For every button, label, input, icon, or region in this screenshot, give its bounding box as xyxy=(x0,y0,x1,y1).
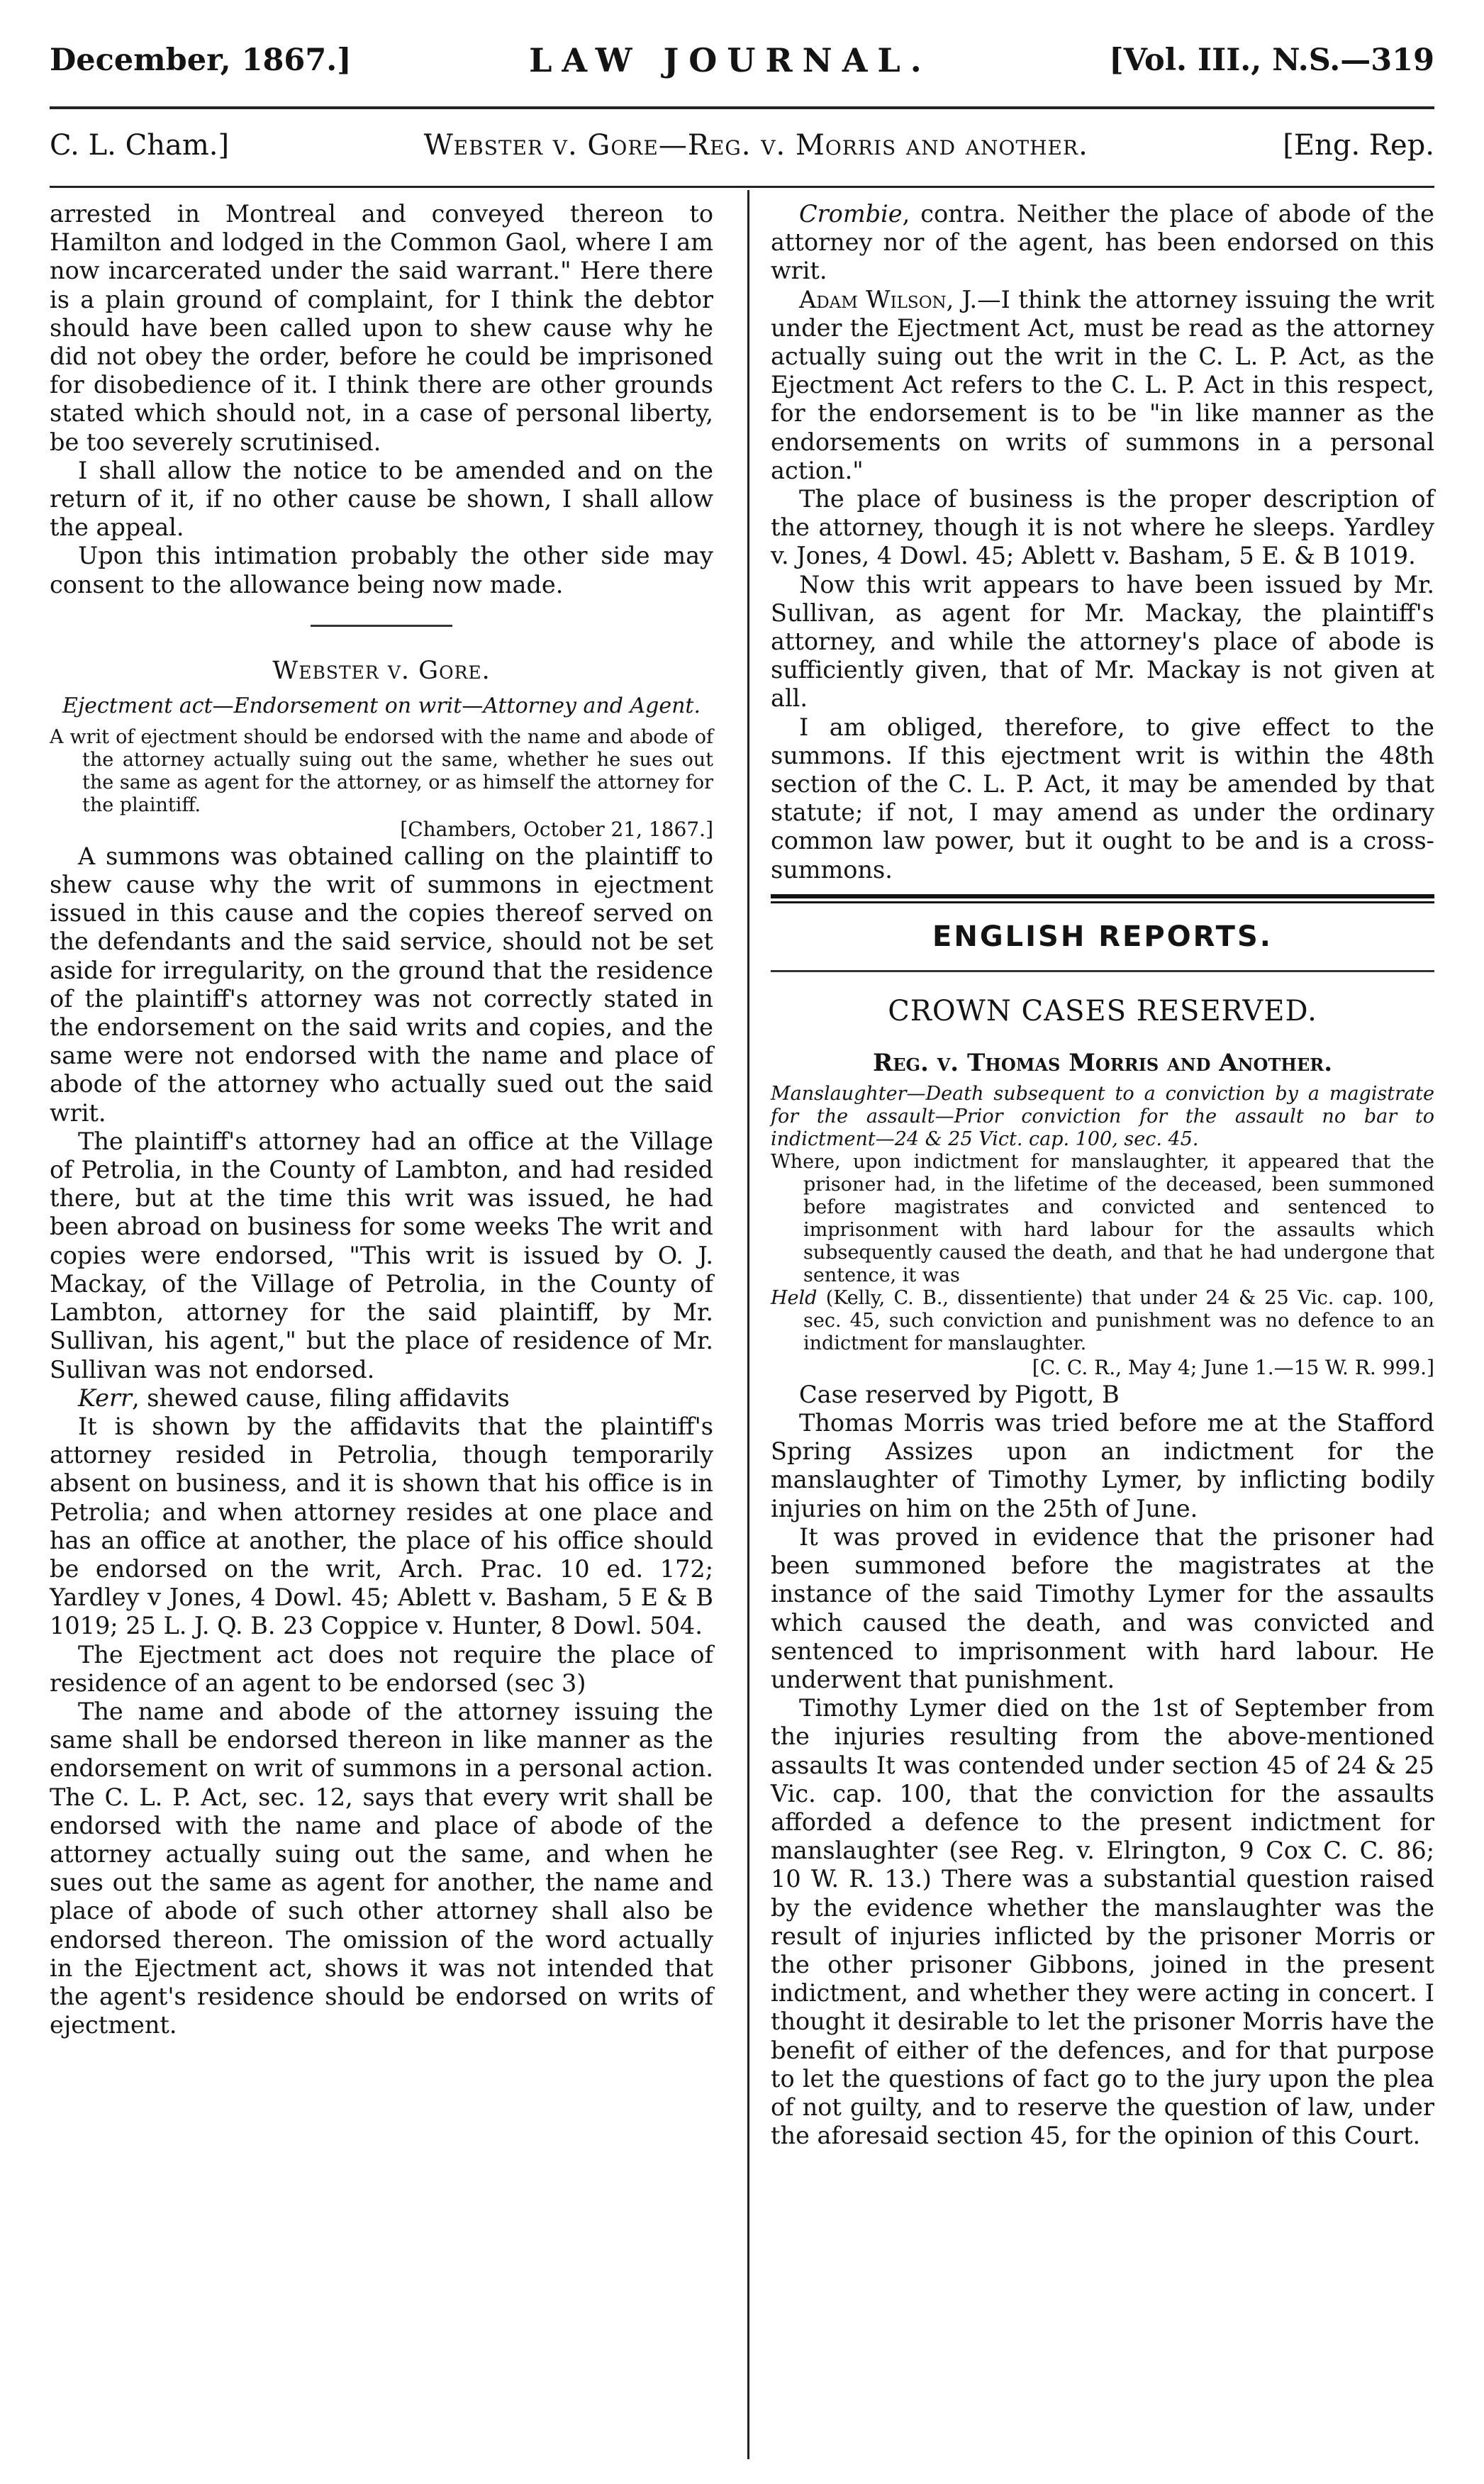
paragraph: Case reserved by Pigott, B xyxy=(799,1380,1120,1408)
paragraph: It was proved in evidence that the prisoner had been summoned before the magistrates at the instance of the said Timothy Lymer for the assaults which caused the death, and was convicted and sentenced to imprisonment with hard labour. He underwent that punishment. xyxy=(771,1522,1434,1693)
paragraph: Upon this intimation probably the other side may consent to the allowance being now made. xyxy=(50,542,713,598)
paragraph: A summons was obtained calling on the plaintiff to shew cause why the writ of summons in ejectment issued in this cause and the copies thereof served on the defendants and the said service, should not be set aside for irregularity, on the ground that the residence of the plaintiff's attorney was not correctly stated in the endorsement on the said writs and copies, and the same were not endorsed with the name and place of abode of the attorney who actually sued out the said writ. xyxy=(50,842,713,1127)
sub-head-rule xyxy=(50,186,1434,188)
paragraph: Adam Wilson, J.—I think the attorney issuing the writ under the Ejectment Act, must be read as the attorney actually suing out the writ in the C. L. P. Act, as the Ejectment Act refers to the C. L. P. Act in this respect, for the endorsement is to be "in like manner as the endorsements on writs of summons in a personal action." xyxy=(771,285,1435,484)
paragraph: I am obliged, therefore, to give effect to the summons. If this ejectment writ is within the 48th section of the C. L. P. Act, it may be amended by that statute; if not, I may amend as under the ordinary common law power, but it ought to be and is a cross-summons. xyxy=(771,713,1434,884)
left-column xyxy=(50,200,713,2039)
judge-name: Adam Wilson, J. xyxy=(799,285,978,313)
header-rule xyxy=(50,106,1434,109)
case-title: Webster v. Gore. xyxy=(272,656,491,685)
section-title: ENGLISH REPORTS. xyxy=(932,920,1273,953)
volume-page-number: [Vol. III., N.S.—319 xyxy=(1109,43,1434,78)
paragraph: Kerr, shewed cause, filing affidavits xyxy=(78,1383,510,1412)
sub-head xyxy=(50,113,1434,177)
held-label: Held xyxy=(771,1286,818,1309)
section-rule xyxy=(311,625,452,627)
headnote: Where, upon indictment for manslaughter, it appeared that the prisoner had, in the lifetime of the deceased, been summoned before magistrates and convicted and sentenced to imprisonment with hard labour for the assaults which subsequently caused the death, and that he had undergone that sentence, it was xyxy=(771,1150,1434,1286)
running-head xyxy=(50,28,1434,92)
journal-title: LAW JOURNAL. xyxy=(529,41,932,79)
section-rule-thin xyxy=(771,901,1434,903)
sub-section-title: CROWN CASES RESERVED. xyxy=(888,994,1317,1027)
counsel-name: Kerr xyxy=(78,1383,132,1412)
paragraph: Crombie, contra. Neither the place of abode of the attorney nor of the agent, has been endorsed on this writ. xyxy=(771,200,1434,285)
case-subject: Manslaughter—Death subsequent to a conviction by a magistrate for the assault—Prior conviction for the assault no bar to indictment—24 & 25 Vict. cap. 100, sec. 45. xyxy=(771,1082,1434,1150)
case-title: Reg. v. Thomas Morris and Another. xyxy=(872,1048,1333,1077)
paragraph: The plaintiff's attorney had an office at the Village of Petrolia, in the County of Lambton, and had resided there, but at the time this writ was issued, he had been abroad on business for some weeks The writ and copies were endorsed, "This writ is issued by O. J. Mackay, of the Village of Petrolia, in the County of Lambton, attorney for the said plaintiff, by Mr. Sullivan, his agent," but the place of residence of Mr. Sullivan was not endorsed. xyxy=(50,1127,713,1383)
court-label: C. L. Cham.] xyxy=(50,129,230,162)
case-citation: [C. C. R., May 4; June 1.—15 W. R. 999.] xyxy=(1032,1355,1434,1379)
counsel-name: Crombie xyxy=(799,200,903,228)
paragraph: The Ejectment act does not require the place of residence of an agent to be endorsed (sec 3) xyxy=(50,1640,713,1697)
paragraph: The place of business is the proper description of the attorney, though it is not where he sleeps. Yardley v. Jones, 4 Dowl. 45; Ablett v. Basham, 5 E. & B 1019. xyxy=(771,485,1434,570)
cases-label: Webster v. Gore—Reg. v. Morris and another. xyxy=(423,129,1088,162)
case-subject: Ejectment act—Endorsement on writ—Attorney and Agent. xyxy=(62,693,701,718)
paragraph: Timothy Lymer died on the 1st of September from the injuries resulting from the above-mentioned assaults It was contended under section 45 of 24 & 25 Vic. cap. 100, that the conviction for the assaults afforded a defence to the present indictment for manslaughter (see Reg. v. Elrington, 9 Cox C. C. 86; 10 W. R. 13.) There was a substantial question raised by the evidence whether the manslaughter was the result of injuries inflicted by the prisoner Morris or the other prisoner Gibbons, joined in the present indictment, and whether they were acting in concert. I thought it desirable to let the prisoner Morris have the benefit of either of the defences, and for that purpose to let the questions of fact go to the jury upon the plea of not guilty, and to reserve the question of law, under the aforesaid section 45, for the opinion of this Court. xyxy=(771,1694,1434,2150)
report-label: [Eng. Rep. xyxy=(1283,129,1434,162)
section-rule-thick xyxy=(771,894,1434,898)
paragraph: arrested in Montreal and conveyed thereon to Hamilton and lodged in the Common Gaol, where I am now incarcerated under the said warrant." Here there is a plain ground of complaint, for I think the debtor should have been called upon to shew cause why he did not obey the order, before he could be imprisoned for disobedience of it. I think there are other grounds stated which should not, in a case of personal liberty, be too severely scrutinised. xyxy=(50,200,713,456)
section-rule xyxy=(771,970,1434,972)
paragraph: The name and abode of the attorney issuing the same shall be endorsed thereon in like manner as the endorsement on writ of summons in a personal action. The C. L. P. Act, sec. 12, says that every writ shall be endorsed with the name and place of abode of the attorney actually suing out the same, and when he sues out the same as agent for another, the name and place of abode of such other attorney shall also be endorsed thereon. The omission of the word actually in the Ejectment act, shows it was not intended that the agent's residence should be endorsed on writs of ejectment. xyxy=(50,1697,713,2039)
paragraph: It is shown by the affidavits that the plaintiff's attorney resided in Petrolia, though temporarily absent on business, and it is shown that his office is in Petrolia; and when attorney resides at one place and has an office at another, the place of his office should be endorsed on the writ, Arch. Prac. 10 ed. 172; Yardley v Jones, 4 Dowl. 45; Ablett v. Basham, 5 E & B 1019; 25 L. J. Q. B. 23 Coppice v. Hunter, 8 Dowl. 504. xyxy=(50,1412,713,1640)
headnote: A writ of ejectment should be endorsed with the name and abode of the attorney actually suing out the same, whether he sues out the same as agent for the attorney, or as himself the attorney for the plaintiff. xyxy=(50,725,713,816)
column-divider xyxy=(747,190,749,2459)
right-column xyxy=(771,200,1434,2150)
running-head-date: December, 1867.] xyxy=(50,43,352,78)
paragraph: I shall allow the notice to be amended and on the return of it, if no other cause be shown, I shall allow the appeal. xyxy=(50,456,713,542)
case-citation: [Chambers, October 21, 1867.] xyxy=(400,817,713,841)
held-note: Held (Kelly, C. B., dissentiente) that under 24 & 25 Vic. cap. 100, sec. 45, such conviction and punishment was no defence to an indictment for manslaughter. xyxy=(771,1286,1434,1354)
paragraph: Now this writ appears to have been issued by Mr. Sullivan, as agent for Mr. Mackay, the plaintiff's attorney, and while the attorney's place of abode is sufficiently given, that of Mr. Mackay is not given at all. xyxy=(771,570,1434,713)
paragraph: Thomas Morris was tried before me at the Stafford Spring Assizes upon an indictment for the manslaughter of Timothy Lymer, by inflicting bodily injuries on him on the 25th of June. xyxy=(771,1409,1434,1522)
